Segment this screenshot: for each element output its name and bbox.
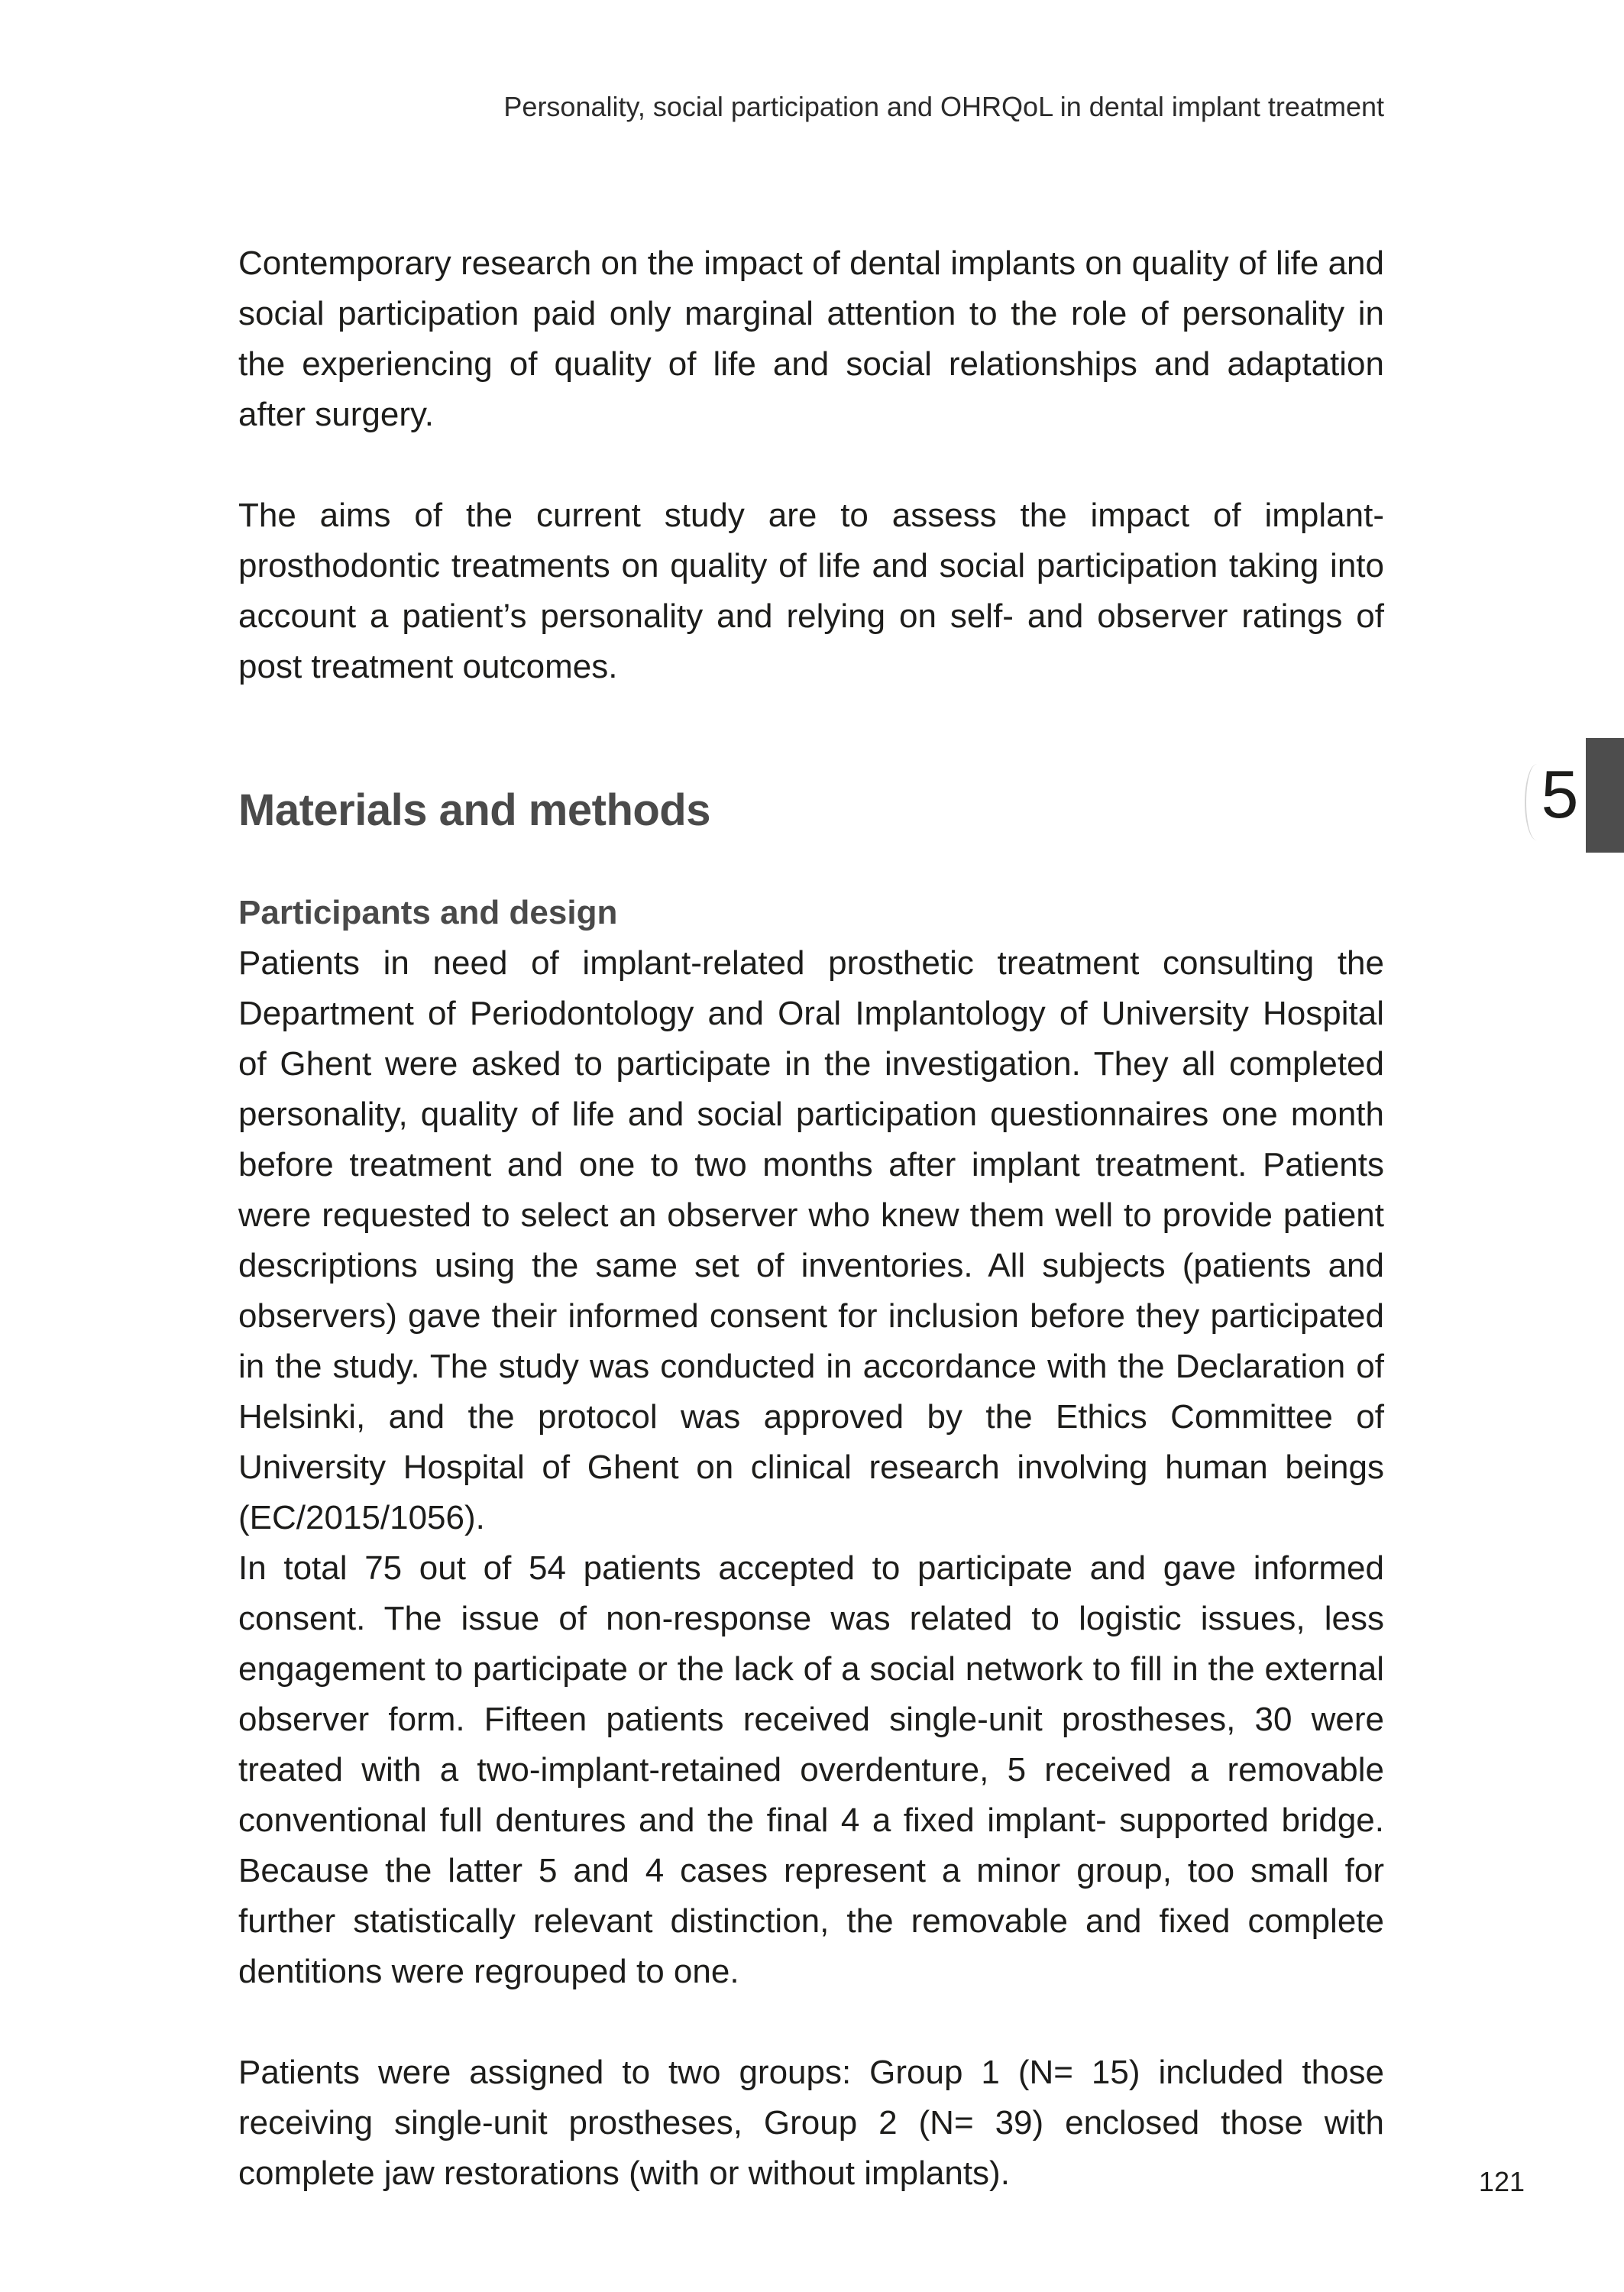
methods-paragraph-3: Patients were assigned to two groups: Group 1 (N= 15) included those receiving single-unit prostheses, Group 2 (N= 39) enclosed those with complete jaw restorations (with or without implants). (238, 2054, 1384, 2192)
section-spacer (238, 692, 1384, 784)
intro-paragraph-1: Contemporary research on the impact of dental implants on quality of life and social participation paid only marginal attention to the role of personality in the experiencing of quality of life and social relationships and adaptation after surgery. (238, 244, 1384, 433)
chapter-tab (1586, 738, 1624, 853)
intro-paragraph-2: The aims of the current study are to assess the impact of implant-prosthodontic treatments on quality of life and social participation taking into account a patient’s personality and relying on self- and observer ratings of post treatment outcomes. (238, 497, 1384, 685)
page-number: 121 (1478, 2166, 1525, 2197)
running-header: Personality, social participation and OHRQoL in dental implant treatment (503, 91, 1384, 122)
subsection-heading: Participants and design (238, 894, 618, 931)
chapter-number: 5 (1541, 756, 1579, 832)
paragraph-spacer (238, 440, 1384, 490)
paragraph-spacer (238, 1997, 1384, 2048)
page-content (238, 238, 1384, 2199)
subsection-spacer (238, 837, 1384, 888)
methods-paragraph-2: In total 75 out of 54 patients accepted to participate and gave informed consent. The issue of non-response was related to logistic issues, less engagement to participate or the lack of a social network to fill in the external observer form. Fifteen patients received single-unit prostheses, 30 were treated with a two-implant-retained overdenture, 5 received a removable conventional full dentures and the final 4 a fixed implant- supported bridge. Because the latter 5 and 4 cases represent a minor group, too small for further statistically relevant distinction, the removable and fixed complete dentitions were regrouped to one. (238, 1549, 1384, 1990)
methods-paragraph-1: Patients in need of implant-related prosthetic treatment consulting the Department of Periodontology and Oral Implantology of University Hospital of Ghent were asked to participate in the investigation. They all completed personality, quality of life and social participation questionnaires one month before treatment and one to two months after implant treatment. Patients were requested to select an observer who knew them well to provide patient descriptions using the same set of inventories. All subjects (patients and observers) gave their informed consent for inclusion before they participated in the study. The study was conducted in accordance with the Declaration of Helsinki, and the protocol was approved by the Ethics Committee of University Hospital of Ghent on clinical research involving human beings (EC/2015/1056). (238, 944, 1384, 1536)
section-heading: Materials and methods (238, 785, 710, 835)
